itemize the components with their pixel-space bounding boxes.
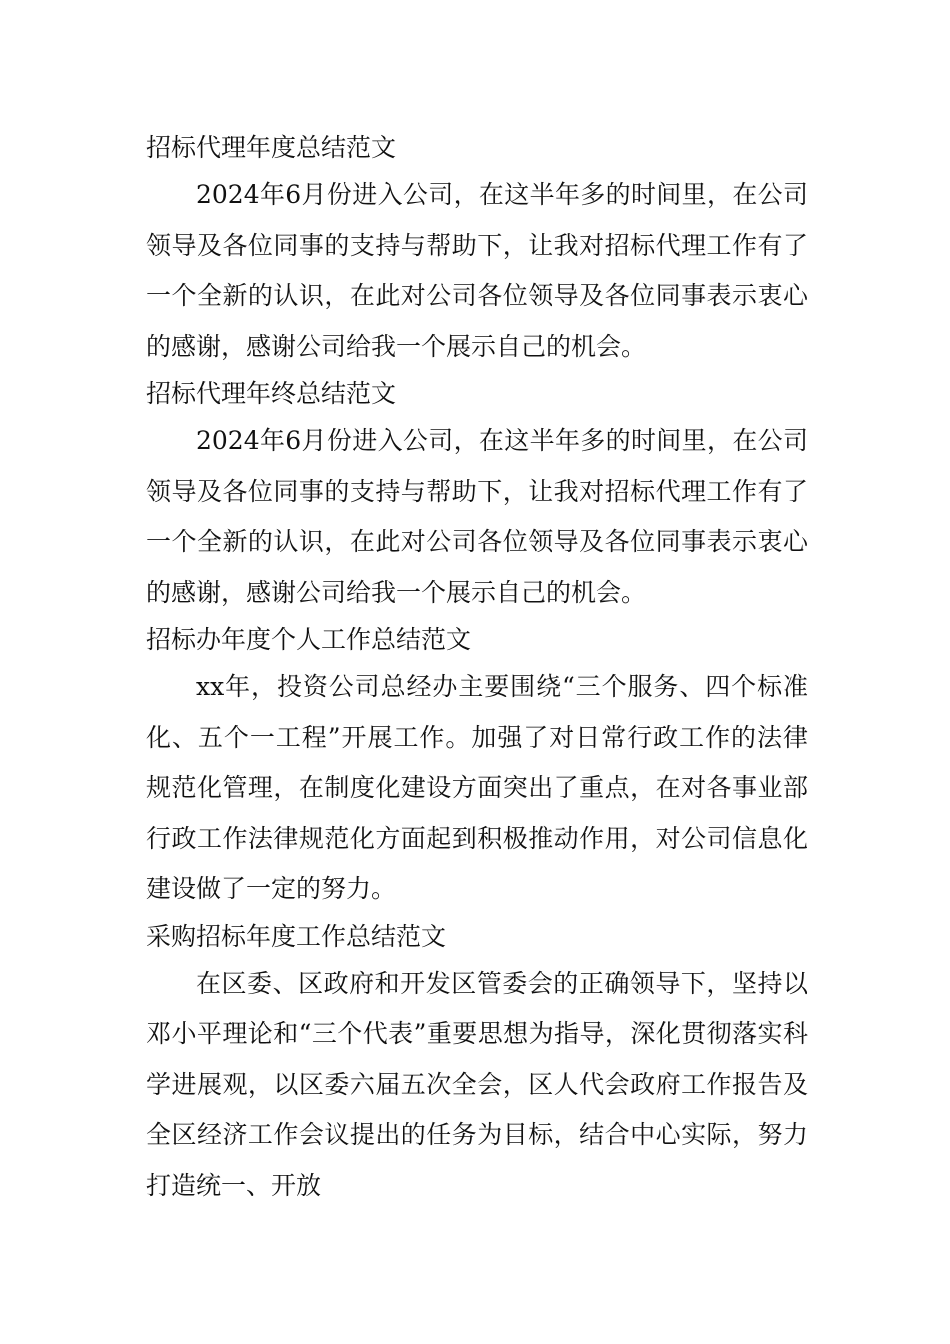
section-body-1: 2024年6月份进入公司，在这半年多的时间里，在公司领导及各位同事的支持与帮助下，让我对招标代理工作有了一个全新的认识，在此对公司各位领导及各位同事表示衷心的感谢，感谢公司给我一个展示自己的机会。 [146,180,808,361]
section-body-4: 在区委、区政府和开发区管委会的正确领导下，坚持以邓小平理论和“三个代表”重要思想为指导，深化贯彻落实科学进展观，以区委六届五次全会，区人代会政府工作报告及全区经济工作会议提出的任务为目标，结合中心实际，努力打造统一、开放 [146,968,808,1200]
section-body-2: 2024年6月份进入公司，在这半年多的时间里，在公司领导及各位同事的支持与帮助下，让我对招标代理工作有了一个全新的认识，在此对公司各位领导及各位同事表示衷心的感谢，感谢公司给我一个展示自己的机会。 [146,426,808,607]
section-heading-1: 招标代理年度总结范文 [146,133,397,162]
section-body-3: xx年，投资公司总经办主要围绕“三个服务、四个标准化、五个一工程”开展工作。加强了对日常行政工作的法律规范化管理，在制度化建设方面突出了重点，在对各事业部行政工作法律规范化方面起到积极推动作用，对公司信息化建设做了一定的努力。 [146,672,808,903]
section-heading-2: 招标代理年终总结范文 [146,379,397,408]
section-heading-3: 招标办年度个人工作总结范文 [146,625,472,654]
document-content [146,126,808,1211]
section-heading-4: 采购招标年度工作总结范文 [146,921,447,951]
